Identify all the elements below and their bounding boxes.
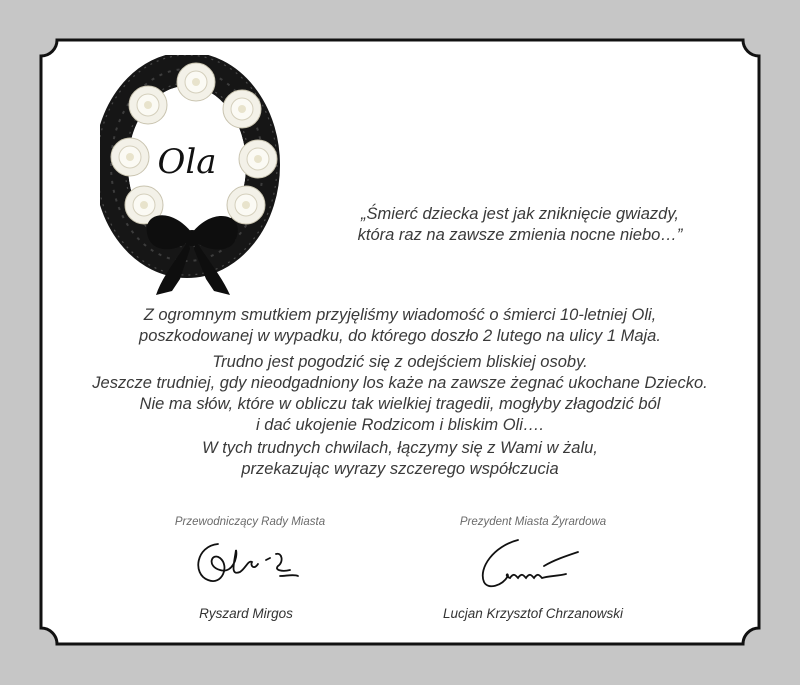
condolence-paragraph [0,438,800,480]
rose-icon [177,63,215,101]
quote-line-2: która raz na zawsze zmienia nocne niebo…” [357,226,683,244]
quote-line-1: „Śmierć dziecka jest jak zniknięcie gwiazdy, [361,205,679,223]
paragraph-line: W tych trudnych chwilach, łączymy się z Wami w żalu, [202,439,598,457]
paragraph-line: Trudno jest pogodzić się z odejściem bliskiej osoby. [212,353,588,371]
rose-icon [111,138,149,176]
right-signature-icon [474,536,584,592]
condolence-paragraph [0,305,800,347]
rose-icon [223,90,261,128]
funeral-wreath-icon [100,55,300,295]
paragraph-line: przekazując wyrazy szczerego współczucia [241,460,559,478]
left-signatory-title: Przewodniczący Rady Miasta [174,516,326,528]
paragraph-line: poszkodowanej w wypadku, do którego doszło 2 lutego na ulicy 1 Maja. [139,327,661,345]
left-signature-icon [190,536,300,592]
right-signatory-name: Lucjan Krzysztof Chrzanowski [442,606,624,621]
rose-icon [227,186,265,224]
rose-icon [239,140,277,178]
paragraph-line: Jeszcze trudniej, gdy nieodgadniony los każe na zawsze żegnać ukochane Dziecko. [92,374,708,392]
condolence-paragraph [0,352,800,436]
paragraph-line: Nie ma słów, które w obliczu tak wielkiej tragedii, mogłyby złagodzić ból [139,395,661,413]
wreath-name: Ola [157,142,217,182]
rose-icon [129,86,167,124]
left-signatory-name: Ryszard Mirgos [199,606,293,621]
paragraph-line: Z ogromnym smutkiem przyjęliśmy wiadomość o śmierci 10-letniej Oli, [143,306,657,324]
right-signatory-title: Prezydent Miasta Żyrardowa [459,516,607,528]
paragraph-line: i dać ukojenie Rodzicom i bliskim Oli…. [256,416,544,434]
